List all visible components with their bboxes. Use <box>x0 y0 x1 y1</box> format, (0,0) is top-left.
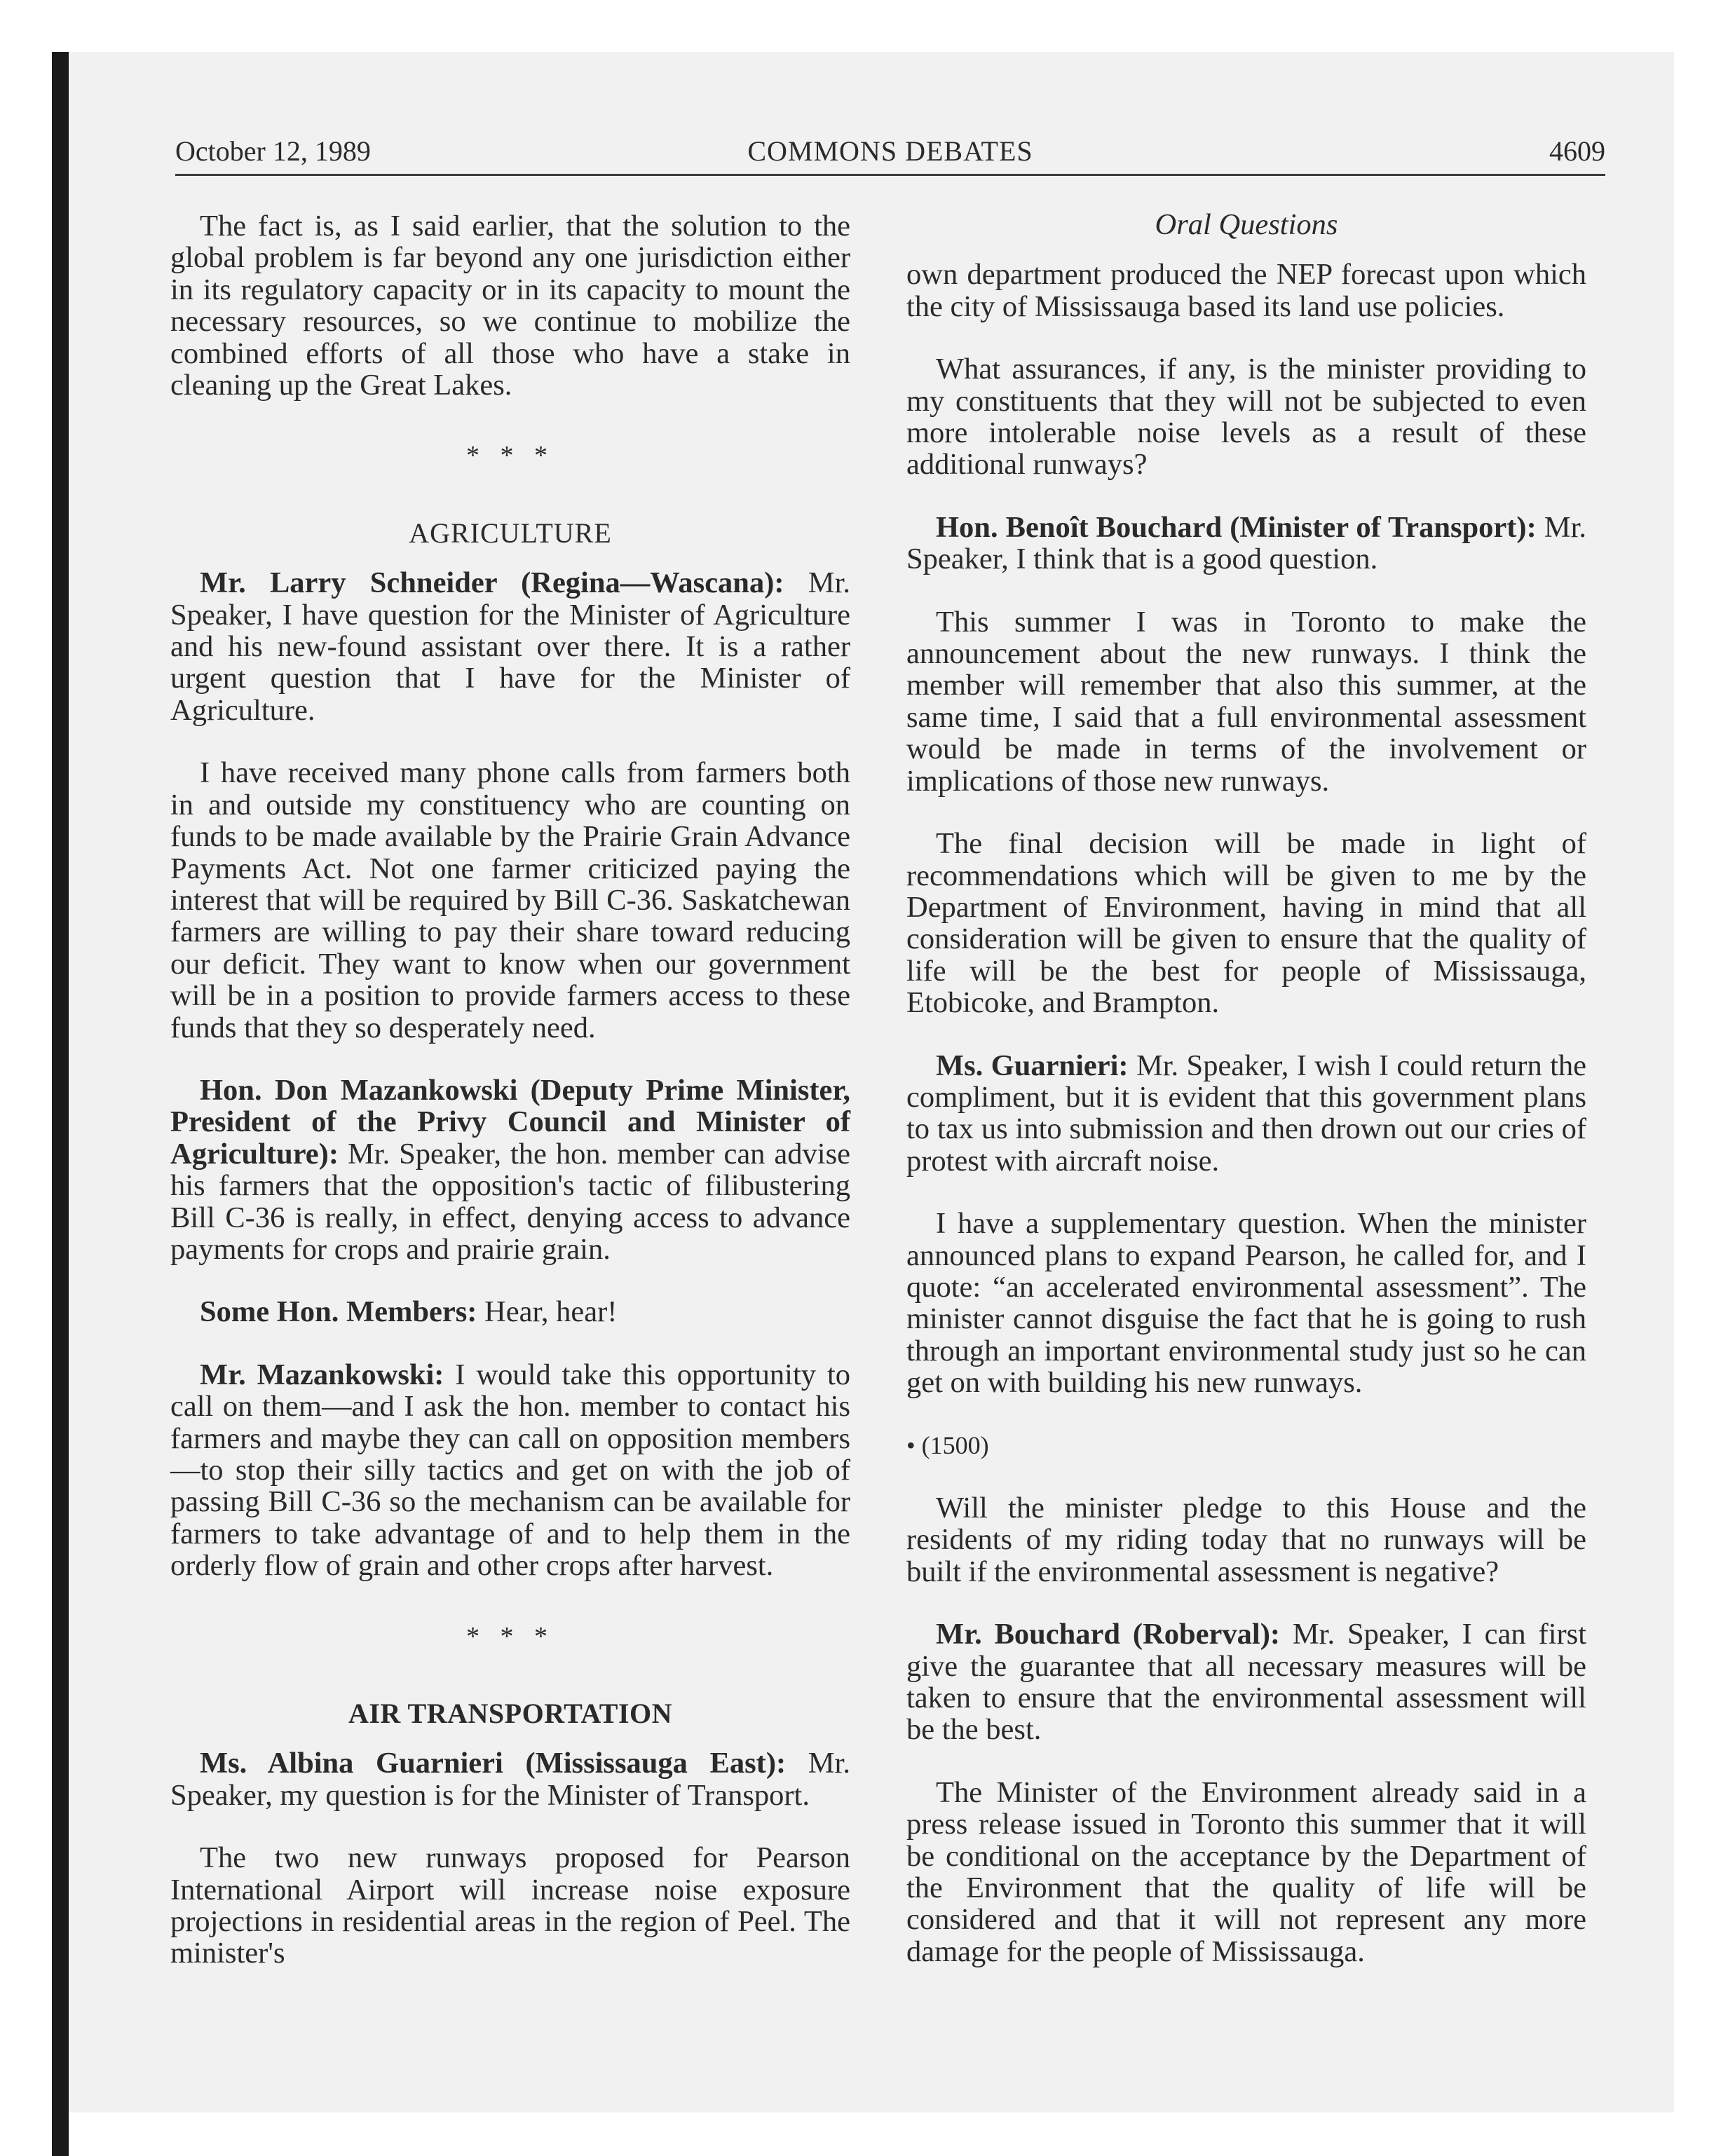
paragraph <box>170 567 850 726</box>
running-section-head: Oral Questions <box>1155 208 1338 241</box>
paragraph: The final decision will be made in light of recommendations which will be given to me by the Department of Environment, having in mind that all consideration will be given to ensure that the quality of life will be the best for people of Mississauga, Etobicoke, and Brampton. <box>906 827 1586 1020</box>
speaker-name: Some Hon. Members: <box>200 1295 477 1329</box>
header-title: COMMONS DEBATES <box>747 135 1033 167</box>
paragraph <box>906 1618 1586 1746</box>
paragraph: The Minister of the Environment already said in a press release issued in Toronto this summer that it will be conditional on the acceptance by the Department of the Environment that the quality of life will be considered and that it will not represent any more damage for the people of Mississauga. <box>906 1775 1586 1968</box>
paragraph: The fact is, as I said earlier, that the solution to the global problem is far beyond any one jurisdiction either in its regulatory capacity or in its capacity to mount the necessary resources, so we continue to mobilize the combined efforts of all those who have a stake in cleaning up the Great Lakes. <box>170 210 850 402</box>
paragraph: I have received many phone calls from farmers both in and outside my constituency who are counting on funds to be made available by the Prairie Grain Advance Payments Act. Not one farmer criticized paying the interest that will be required by Bill C-36. Saskatchewan farmers are willing to pay their share toward reducing our deficit. They want to know when our government will be in a position to provide farmers access to these funds that they so desperately need. <box>170 756 850 1044</box>
speech-text: Mr. Speaker, the hon. member can advise his farmers that the opposition's tactic of filibustering Bill C-36 is really, in effect, denying access to advance payments for crops and prairie grain. <box>170 1137 850 1266</box>
scan-edge <box>52 52 69 2156</box>
right-column <box>906 209 1586 1967</box>
speaker-name: Mr. Mazankowski: <box>200 1358 444 1391</box>
paragraph <box>170 1747 850 1811</box>
speaker-name: Mr. Bouchard (Roberval): <box>936 1618 1281 1651</box>
paragraph <box>906 512 1586 575</box>
speech-text: Mr. Speaker, I have question for the Minister of Agriculture and his new-found assistant over there. It is a rather urgent question that I have for the Minister of Agriculture. <box>170 566 850 727</box>
paragraph: What assurances, if any, is the minister providing to my constituents that they will not be subjected to even more intolerable noise levels as a result of these additional runways? <box>906 353 1586 482</box>
speaker-name: Hon. Benoît Bouchard (Minister of Transport): <box>936 510 1537 544</box>
header-date: October 12, 1989 <box>175 135 371 167</box>
speech-text: Mr. Speaker, I wish I could return the compliment, but it is evident that this government plans to tax us into submission and then drown out our cries of protest with aircraft noise. <box>906 1049 1586 1178</box>
speech-text: Mr. Speaker, my question is for the Minister of Transport. <box>170 1747 850 1812</box>
time-marker: • (1500) <box>906 1431 989 1459</box>
speech-text: Mr. Speaker, I think that is a good question. <box>906 510 1586 576</box>
paragraph <box>170 1359 850 1582</box>
speech-text: Mr. Speaker, I can first give the guarantee that all necessary measures will be taken to ensure that the environmental assessment will be the best. <box>906 1618 1586 1747</box>
page-header <box>175 132 1605 171</box>
section-title-agriculture: AGRICULTURE <box>409 517 612 549</box>
section-separator: * * * <box>466 441 554 471</box>
speaker-name: Ms. Guarnieri: <box>936 1049 1129 1082</box>
paragraph <box>906 1050 1586 1178</box>
speech-text: I would take this opportunity to call on them—and I ask the hon. member to contact his farmers and maybe they can call on opposition members—to stop their silly tactics and get on with the job of passing Bill C-36 so the mechanism can be available for farmers to take advantage of and to help them in the orderly flow of grain and other crops after harvest. <box>170 1358 851 1583</box>
speaker-name: Mr. Larry Schneider (Regina—Wascana): <box>200 566 784 600</box>
header-rule <box>175 174 1605 176</box>
paragraph <box>170 1074 850 1265</box>
header-page-number: 4609 <box>1549 135 1605 167</box>
paragraph: own department produced the NEP forecast upon which the city of Mississauga based its land use policies. <box>906 258 1586 323</box>
section-title-air-transportation: AIR TRANSPORTATION <box>348 1698 673 1730</box>
section-separator: * * * <box>466 1621 554 1651</box>
paragraph: This summer I was in Toronto to make the announcement about the new runways. I think the member will remember that also this summer, at the same time, I said that a full environmental assessment would be made in terms of the involvement or implications of those new runways. <box>906 605 1586 798</box>
speaker-name: Hon. Don Mazankowski (Deputy Prime Minister, President of the Privy Council and Minister of Agriculture): <box>170 1073 850 1171</box>
speaker-name: Ms. Albina Guarnieri (Mississauga East): <box>200 1747 787 1780</box>
left-column <box>170 210 850 1970</box>
paragraph: Will the minister pledge to this House and the residents of my riding today that no runways will be built if the environmental assessment is negative? <box>906 1492 1586 1588</box>
speech-text: Hear, hear! <box>477 1295 618 1329</box>
paragraph: I have a supplementary question. When the minister announced plans to expand Pearson, he called for, and I quote: “an accelerated environmental assessment”. The minister cannot disguise the fact that he is going to rush through an important environmental study just so he can get on with building his new runways. <box>906 1207 1586 1400</box>
paragraph <box>170 1296 850 1328</box>
paragraph: The two new runways proposed for Pearson International Airport will increase noise exposure projections in residential areas in the region of Peel. The minister's <box>170 1841 850 1970</box>
